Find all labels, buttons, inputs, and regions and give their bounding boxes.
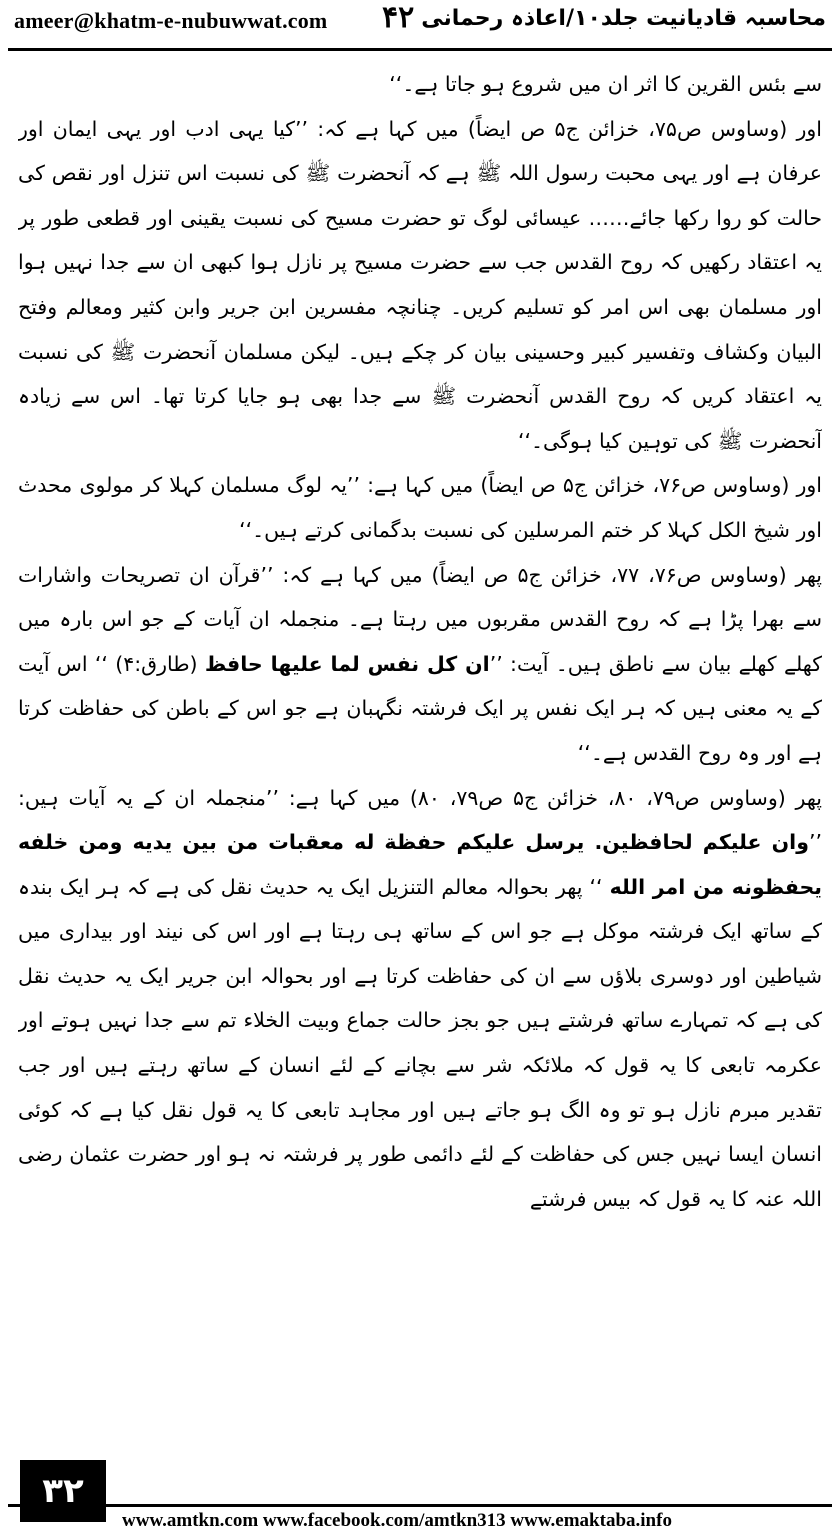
paragraph-5-text-cont: ‘‘ پھر بحوالہ معالم التنزیل ایک یہ حدیث نقل کی ہے کہ ہر ایک بندہ کے ساتھ ایک فرشتہ موکل ہے جو اس کے ساتھ ہی رہتا ہے اور اس کی نیند اور بیداری میں شیاطین اور دوسری بلاؤں سے ان کی حفاظت کرتا ہے اور بحوالہ ابن جریر ایک یہ حدیث نقل کی ہے کہ تمہارے ساتھ فرشتے ہیں جو بجز حالت جماع وبیت الخلاء تم سے جدا نہیں ہوتے اور عکرمہ تابعی کا یہ قول کہ ملائکہ شر سے بچانے کے لئے انسان کے ساتھ رہتے ہیں اور جب تقدیر مبرم نازل ہو تو وہ الگ ہو جاتے ہیں اور مجاہد تابعی کا یہ قول نقل کیا ہے کہ کوئی انسان ایسا نہیں جس کی حفاظت کے لئے دائمی طور پر فرشتہ نہ ہو اور حضرت عثمان رضی اللہ عنہ کا یہ قول کہ بیس فرشتے	[18, 874, 822, 1211]
page-body	[18, 62, 822, 1450]
quran-verse-tariq: ان کل نفس لما علیها حافظ	[204, 651, 490, 676]
paragraph-5	[18, 776, 822, 1222]
paragraph-5-text: پھر (وساوس ص۷۹، ۸۰، خزائن ج۵ ص۷۹، ۸۰) میں کہا ہے: ’’منجملہ ان کے یہ آیات ہیں: ’’	[18, 785, 822, 855]
header-book-title: محاسبہ قادیانیت جلد۱۰/اعاذہ رحمانی	[421, 6, 826, 31]
footer-page-number: ۳۲	[20, 1460, 106, 1522]
paragraph-2: اور (وساوس ص۷۵، خزائن ج۵ ص ایضاً) میں کہا ہے کہ: ’’کیا یہی ادب اور یہی ایمان اور عرفان ہے اور یہی محبت رسول اللہ ﷺ ہے کہ آنحضرت ﷺ کی نسبت اس تنزل اور نقص کی حالت کو روا رکھا جائے…… عیسائی لوگ تو حضرت مسیح کی نسبت یقینی اور قطعی طور پر یہ اعتقاد رکھیں کہ روح القدس جب سے حضرت مسیح پر نازل ہوا کبھی ان سے جدا نہیں ہوا اور مسلمان بھی اس امر کو تسلیم کریں۔ چنانچہ مفسرین ابن جریر وابن کثیر ومعالم وفتح البیان وکشاف وتفسیر کبیر وحسینی بیان کر چکے ہیں۔ لیکن مسلمان آنحضرت ﷺ کی نسبت یہ اعتقاد کریں کہ روح القدس آنحضرت ﷺ سے جدا بھی ہو جایا کرتا تھا۔ اس سے زیادہ آنحضرت ﷺ کی توہین کیا ہوگی۔‘‘	[18, 116, 822, 453]
footer-links: www.amtkn.com www.facebook.com/amtkn313 www.emaktaba.info	[122, 1510, 672, 1531]
header-email: ameer@khatm-e-nubuwwat.com	[14, 8, 328, 33]
header-page-number: ۴۲	[382, 1, 415, 34]
paragraph-1: سے بئس القرین کا اثر ان میں شروع ہو جاتا ہے۔‘‘	[389, 72, 822, 96]
header-rule	[8, 48, 832, 51]
paragraph-3: اور (وساوس ص۷۶، خزائن ج۵ ص ایضاً) میں کہا ہے: ’’یہ لوگ مسلمان کہلا کر مولوی محدث اور شیخ الکل کہلا کر ختم المرسلین کی نسبت بدگمانی کرتے ہیں۔‘‘	[18, 473, 822, 542]
page-header	[0, 0, 840, 46]
paragraph-4	[18, 553, 822, 776]
paragraph-4-text-cont: (طارق:۴) ‘‘ اس آیت کے یہ معنی ہیں کہ ہر ایک نفس پر ایک فرشتہ نگہبان ہے جو اس کے باطن کی حفاظت کرتا ہے اور وہ روح القدس ہے۔‘‘	[18, 651, 822, 765]
footer-rule	[8, 1504, 832, 1507]
paragraph-4-text: پھر (وساوس ص۷۶، ۷۷، خزائن ج۵ ص ایضاً) میں کہا ہے کہ: ’’قرآن ان تصریحات واشارات سے بھرا پڑا ہے کہ روح القدس مقربوں میں رہتا ہے۔ منجملہ ان آیات کے جو اس بارہ میں کھلے کھلے بیان سے ناطق ہیں۔ آیت: ’’	[18, 562, 822, 676]
quran-verse-infitar-rad: وان علیکم لحافظین. یرسل علیکم حفظة له معقبات من بین یدیه ومن خلفه یحفظونه من امر الله	[18, 830, 822, 899]
page-footer	[0, 1460, 840, 1540]
